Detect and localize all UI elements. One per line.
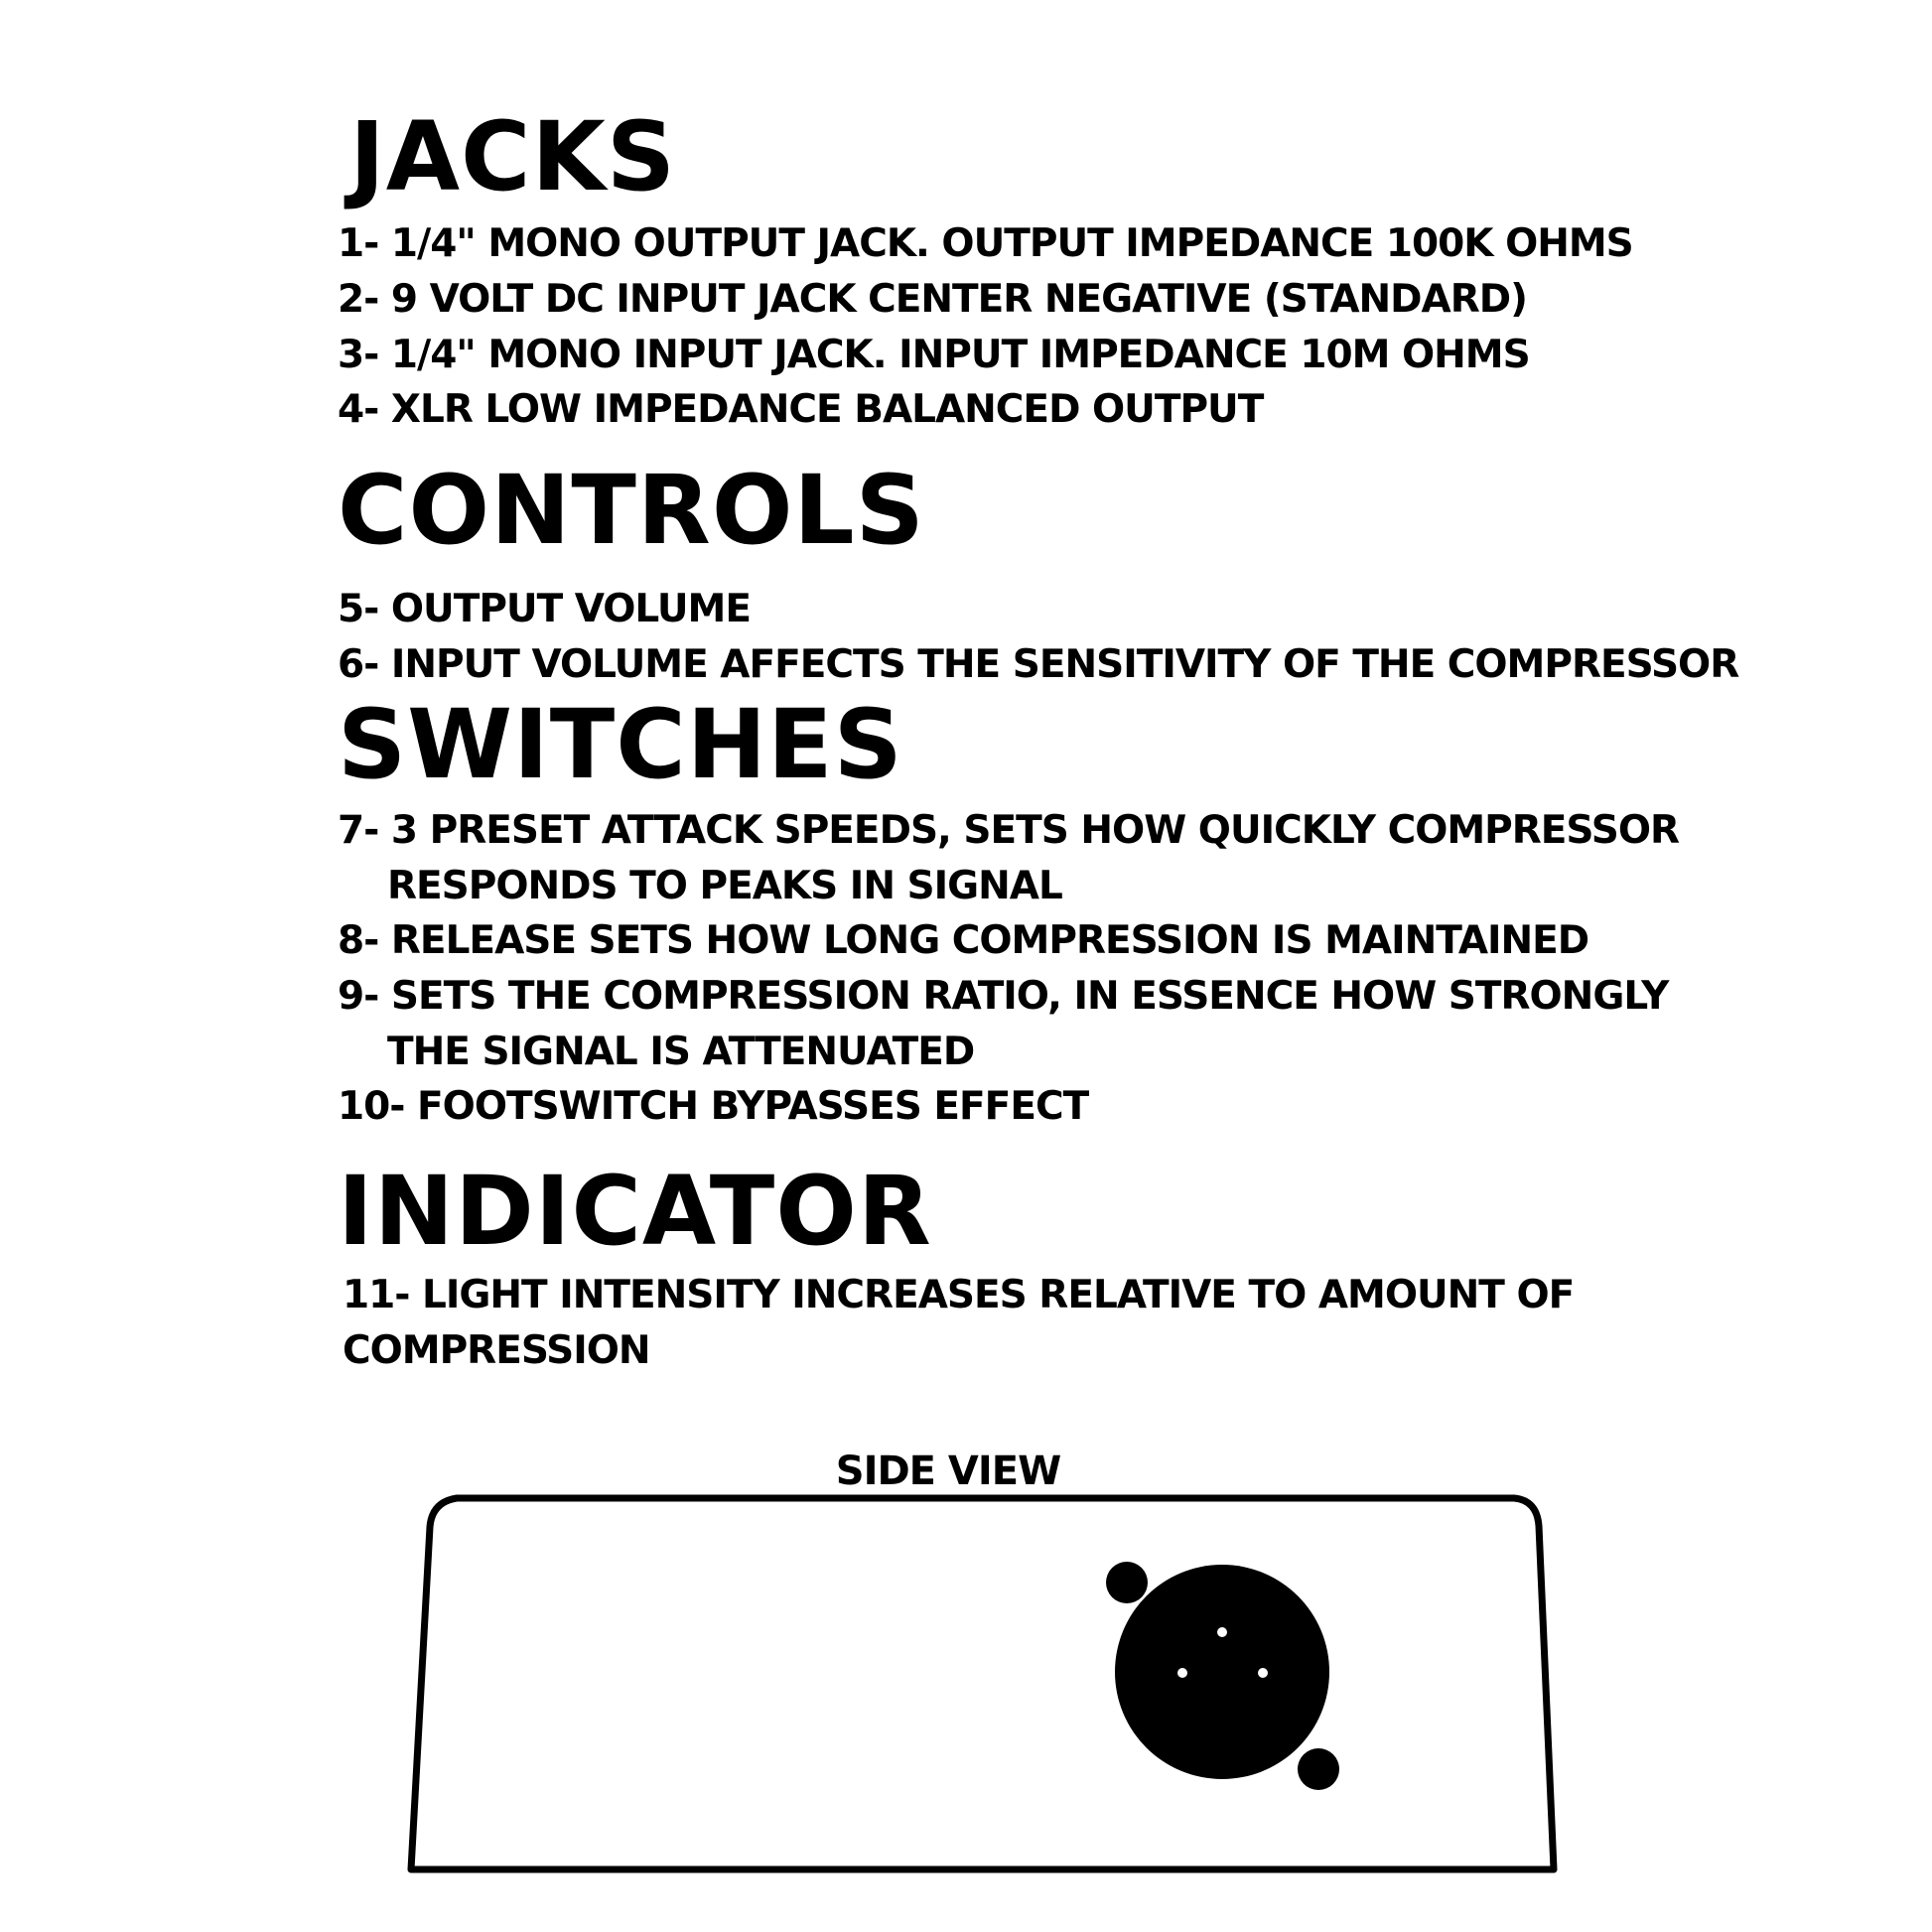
jacks-item-3: 3- 1/4" MONO INPUT JACK. INPUT IMPEDANCE 10M OHMS xyxy=(338,333,1530,377)
side-view-label: SIDE VIEW xyxy=(835,1449,1061,1494)
pedal-enclosure-outline xyxy=(411,1498,1554,1869)
controls-item-5: 5- OUTPUT VOLUME xyxy=(338,587,751,631)
switches-item-9: 9- SETS THE COMPRESSION RATIO, IN ESSENCE HOW STRONGLY xyxy=(338,974,1669,1019)
side-view-diagram xyxy=(397,1484,1569,1881)
switches-item-8: 8- RELEASE SETS HOW LONG COMPRESSION IS MAINTAINED xyxy=(338,918,1589,963)
switches-item-10: 10- FOOTSWITCH BYPASSES EFFECT xyxy=(338,1084,1089,1129)
switches-item-9-continued: THE SIGNAL IS ATTENUATED xyxy=(387,1030,975,1074)
jacks-heading: JACKS xyxy=(349,101,676,212)
indicator-heading: INDICATOR xyxy=(338,1156,932,1267)
xlr-pin-right xyxy=(1258,1668,1268,1678)
switches-item-7: 7- 3 PRESET ATTACK SPEEDS, SETS HOW QUICKLY COMPRESSOR xyxy=(338,808,1680,853)
indicator-item-11: 11- LIGHT INTENSITY INCREASES RELATIVE TO AMOUNT OF xyxy=(343,1273,1575,1317)
jacks-item-1: 1- 1/4" MONO OUTPUT JACK. OUTPUT IMPEDANCE 100K OHMS xyxy=(338,221,1633,266)
xlr-pin-top xyxy=(1217,1627,1227,1637)
switches-heading: SWITCHES xyxy=(338,689,903,800)
xlr-pin-left xyxy=(1177,1668,1187,1678)
xlr-socket-body xyxy=(1115,1565,1329,1779)
controls-heading: CONTROLS xyxy=(338,455,925,566)
controls-item-6: 6- INPUT VOLUME AFFECTS THE SENSITIVITY OF THE COMPRESSOR xyxy=(338,642,1739,687)
jacks-item-2: 2- 9 VOLT DC INPUT JACK CENTER NEGATIVE (STANDARD) xyxy=(338,277,1527,322)
jacks-item-4: 4- XLR LOW IMPEDANCE BALANCED OUTPUT xyxy=(338,387,1264,432)
indicator-item-11-continued: COMPRESSION xyxy=(343,1328,650,1373)
xlr-mounting-hole-bottom xyxy=(1298,1748,1339,1790)
xlr-mounting-hole-top xyxy=(1106,1562,1148,1603)
switches-item-7-continued: RESPONDS TO PEAKS IN SIGNAL xyxy=(387,864,1062,908)
